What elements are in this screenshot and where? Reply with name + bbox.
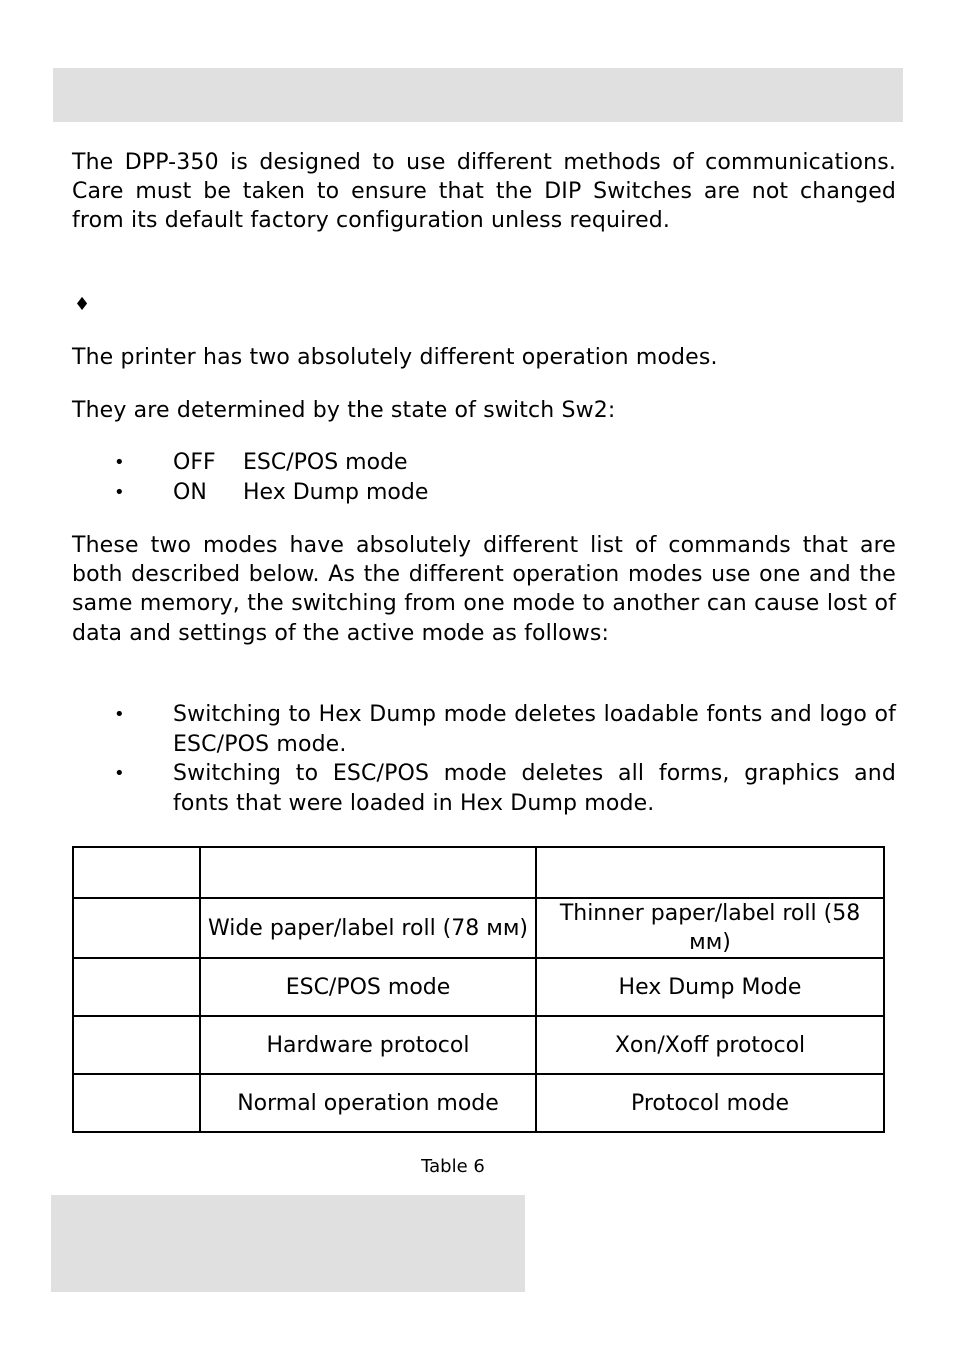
table-cell: Thinner paper/label roll (58 мм) xyxy=(536,898,884,958)
list-item xyxy=(0,448,954,478)
table-cell xyxy=(73,847,200,898)
list-item-text: Switching to ESC/POS mode deletes all forms, graphics and fonts that were loaded in Hex Dump mode. xyxy=(173,761,896,816)
switch-state-label: OFF xyxy=(173,450,216,475)
diamond-bullet-icon: ♦ xyxy=(74,294,91,315)
header-band xyxy=(53,68,903,122)
table-cell: Hex Dump Mode xyxy=(536,958,884,1016)
bullet-icon: • xyxy=(114,763,125,784)
list-item xyxy=(0,700,954,759)
list-item xyxy=(0,478,954,508)
table-row xyxy=(73,898,884,958)
table-cell: ESC/POS mode xyxy=(200,958,536,1016)
dip-switch-table xyxy=(72,846,885,1133)
table-header-row xyxy=(73,847,884,898)
intro-paragraph: The DPP-350 is designed to use different methods of communications. Care must be taken to ensure that the DIP Switches are not changed from its default factory configuration unless required. xyxy=(72,150,896,234)
table-row xyxy=(73,1074,884,1132)
table-cell: Wide paper/label roll (78 мм) xyxy=(200,898,536,958)
switch-state-list xyxy=(0,448,954,508)
table-cell: Normal operation mode xyxy=(200,1074,536,1132)
table-cell: Hardware protocol xyxy=(200,1016,536,1074)
modes-description-paragraph: These two modes have absolutely different list of commands that are both described below. As the different operation modes use one and the same memory, the switching from one mode to another can cause lost of data and settings of the active mode as follows: xyxy=(72,533,896,646)
bullet-icon: • xyxy=(114,482,125,503)
bullet-icon: • xyxy=(114,704,125,725)
table-cell xyxy=(536,847,884,898)
table-cell xyxy=(73,898,200,958)
table-caption: Table 6 xyxy=(421,1156,485,1177)
bullet-icon: • xyxy=(114,452,125,473)
table-cell: Xon/Xoff protocol xyxy=(536,1016,884,1074)
table-row xyxy=(73,958,884,1016)
switch-mode-label: ESC/POS mode xyxy=(243,450,408,475)
table-cell xyxy=(73,1074,200,1132)
table-cell xyxy=(73,958,200,1016)
list-item xyxy=(0,759,954,818)
list-item-text: Switching to Hex Dump mode deletes loadable fonts and logo of ESC/POS mode. xyxy=(173,702,896,757)
footer-band xyxy=(51,1195,525,1292)
table-row xyxy=(73,1016,884,1074)
switch-effects-list xyxy=(0,700,954,818)
switch-mode-label: Hex Dump mode xyxy=(243,480,429,505)
table-cell xyxy=(73,1016,200,1074)
switch-state-label: ON xyxy=(173,480,207,505)
table-cell: Protocol mode xyxy=(536,1074,884,1132)
sw2-intro-paragraph: They are determined by the state of switch Sw2: xyxy=(72,398,616,423)
modes-intro-paragraph: The printer has two absolutely different operation modes. xyxy=(72,345,718,370)
table-cell xyxy=(200,847,536,898)
